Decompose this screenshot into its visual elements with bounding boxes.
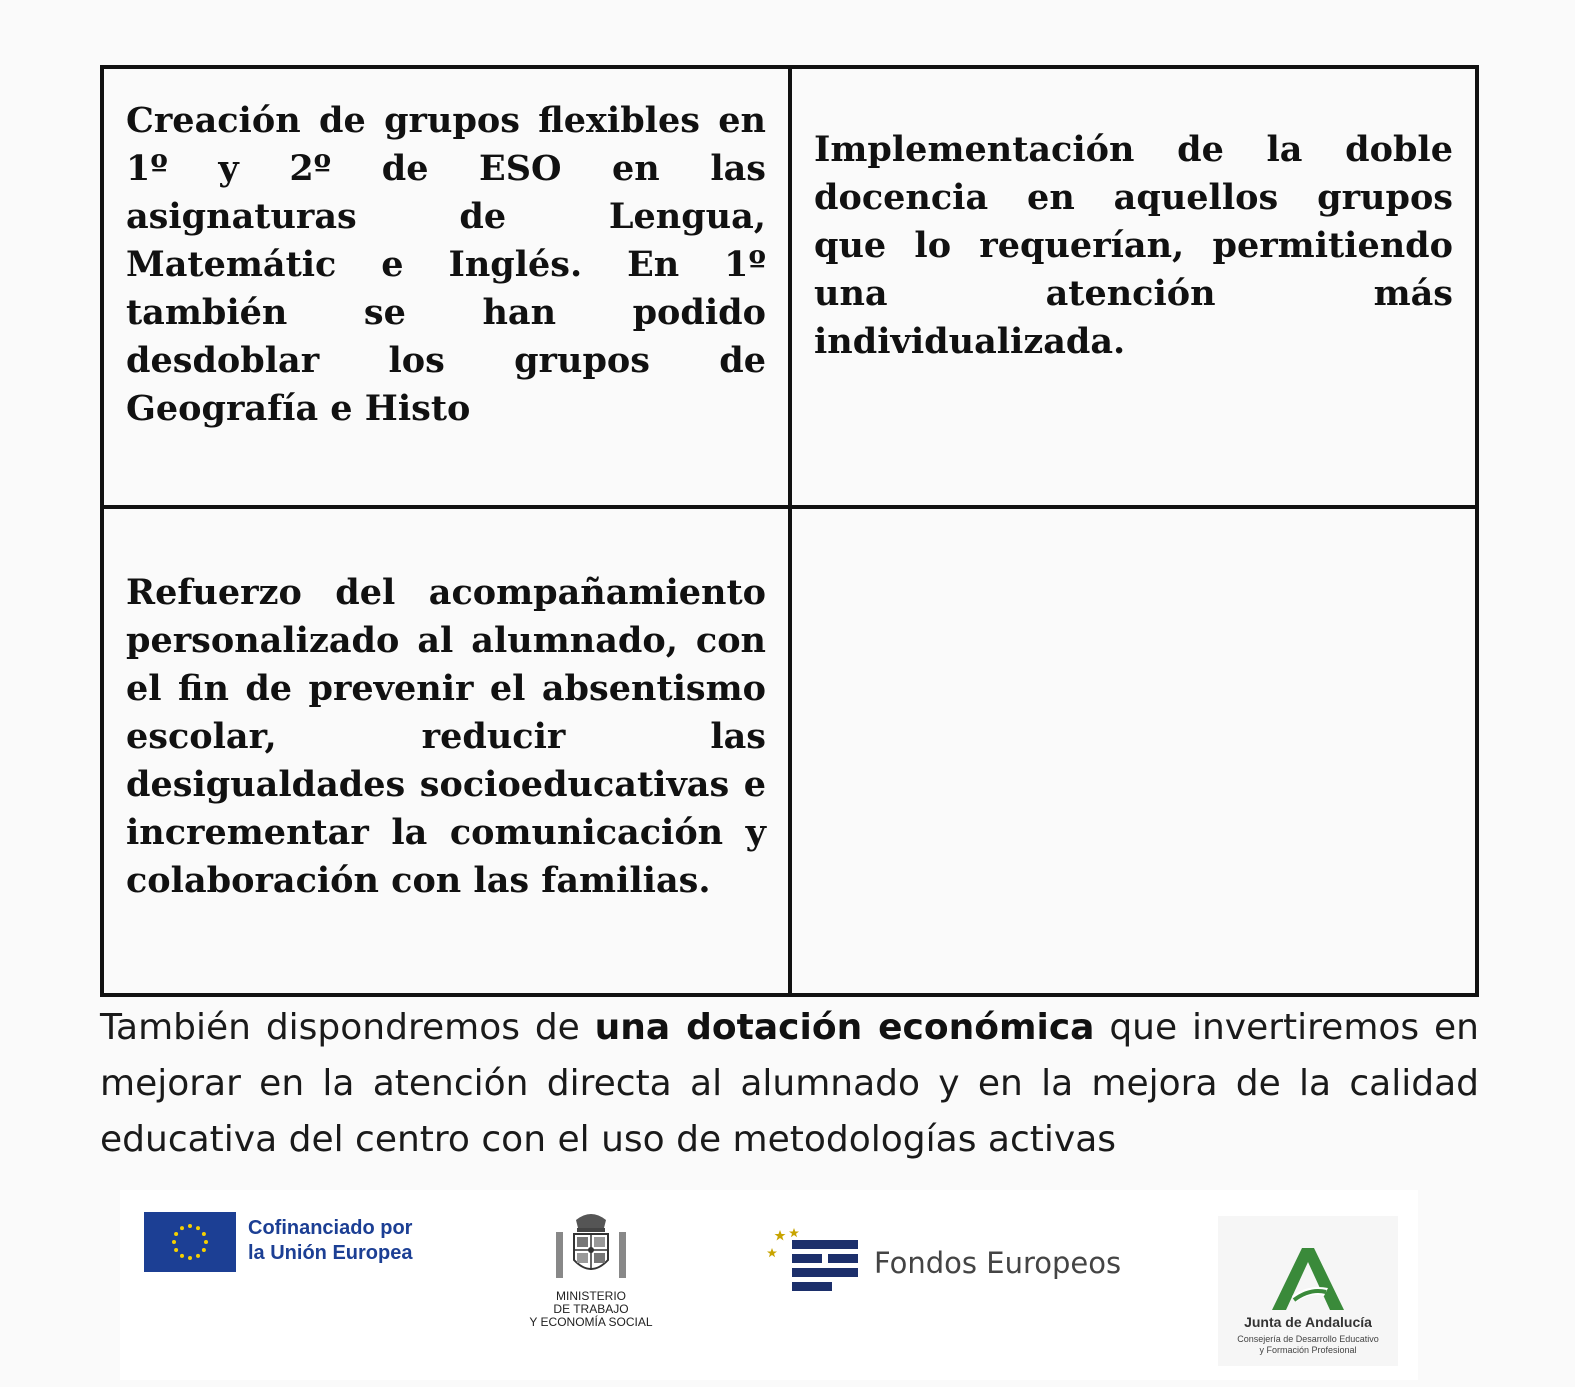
- paragraph-bold-text: una dotación económica: [594, 1007, 1095, 1048]
- fondos-europeos-flag-icon: [766, 1226, 862, 1296]
- fondos-europeos-text: Fondos Europeos: [874, 1246, 1122, 1280]
- fondos-europeos-logo: [766, 1226, 1126, 1296]
- table-cell-flexible-groups: [104, 69, 792, 509]
- junta-andalucia-a-icon: [1272, 1248, 1344, 1310]
- cell-text: Refuerzo del acompañamiento personalizado al alumnado, con el fin de prevenir el absentismo escolar, reducir las desigualdades socioeducativas e incrementar la comunicación y colaboración con las familias.: [126, 572, 766, 901]
- cell-text: Implementación de la doble docencia en aquellos grupos que lo requerían, permitiendo una atención más individualizada.: [814, 129, 1453, 362]
- measures-table: [100, 65, 1479, 997]
- table-cell-support: [104, 509, 792, 993]
- paragraph-text-end: que invertiremos en mejorar en la atención directa al alumnado y en la mejora de la calidad educativa del centro con el uso de metodologías activas: [100, 1007, 1479, 1160]
- funding-paragraph: [100, 1000, 1479, 1168]
- cell-text: Creación de grupos flexibles en 1º y 2º de ESO en las asignaturas de Lengua, Matemátic e Inglés. En 1º también se han podido desdoblar los grupos de Geografía e Histo: [126, 100, 766, 429]
- junta-andalucia-name: Junta de Andalucía: [1244, 1314, 1372, 1330]
- junta-andalucia-subtitle: Consejería de Desarrollo Educativo y Formación Profesional: [1237, 1334, 1379, 1355]
- table-cell-double-teaching: [792, 69, 1475, 509]
- eu-logo-line-1: Cofinanciado por: [248, 1217, 413, 1239]
- paragraph-text-start: También dispondremos de: [100, 1007, 595, 1048]
- coat-of-arms-icon: [550, 1208, 632, 1286]
- eu-logo-line-2: la Unión Europea: [248, 1242, 413, 1264]
- ministry-logo-text: MINISTERIO DE TRABAJO Y ECONOMÍA SOCIAL: [529, 1289, 653, 1329]
- eu-logo-text: [248, 1216, 448, 1266]
- junta-andalucia-logo: [1218, 1216, 1398, 1366]
- ministry-logo: [516, 1208, 666, 1338]
- eu-flag-icon: [144, 1212, 236, 1272]
- logo-strip: [120, 1190, 1418, 1380]
- table-cell-empty: [792, 509, 1475, 993]
